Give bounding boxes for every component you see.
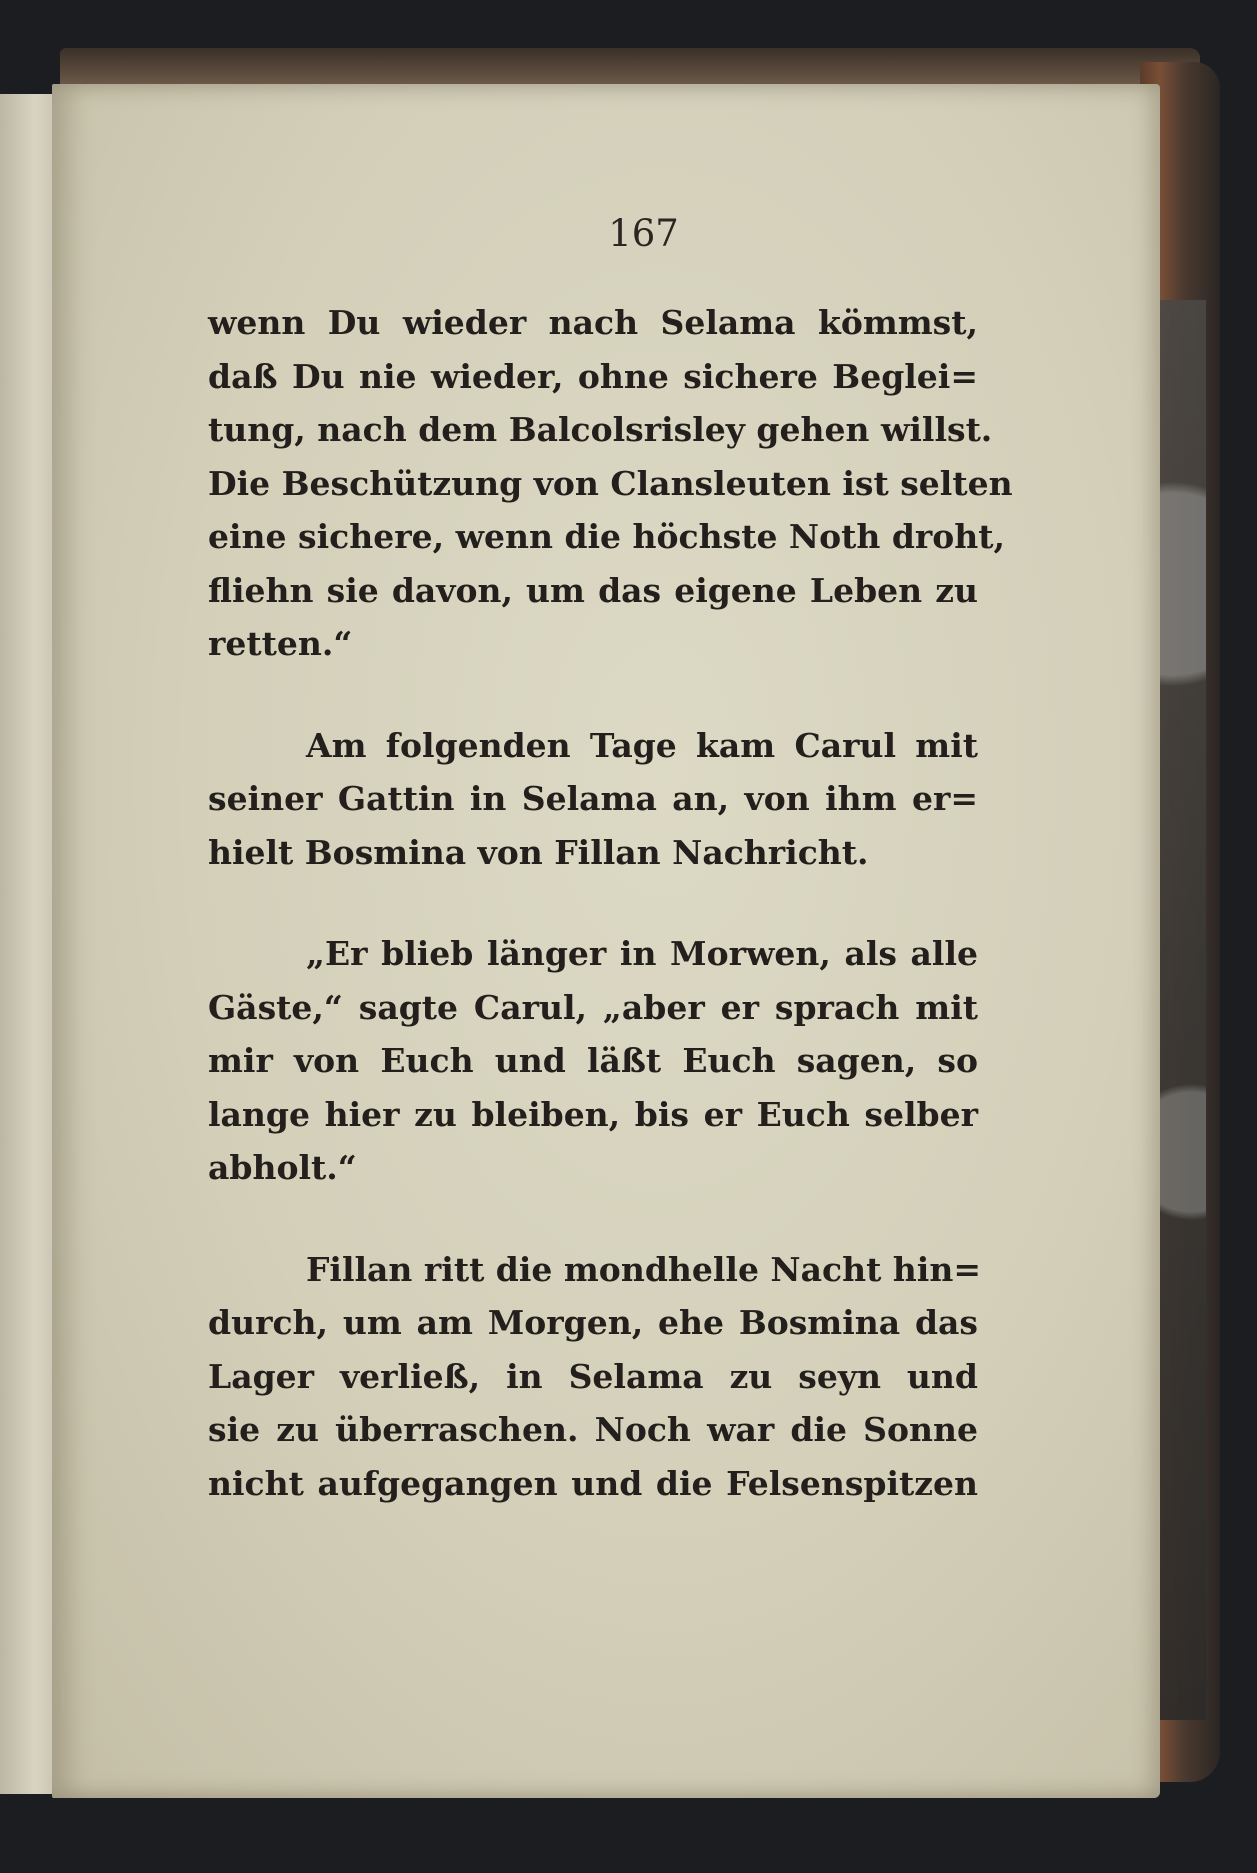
text-line: hielt Bosmina von Fillan Nachricht.: [208, 832, 869, 872]
text-line: daß Du nie wieder, ohne sichere Beglei=: [208, 356, 978, 396]
text-line: Fillan ritt die mondhelle Nacht hin=: [306, 1249, 981, 1289]
text-line: sie zu überraschen. Noch war die Sonne: [208, 1410, 978, 1449]
text-line: tung, nach dem Balcolsrisley gehen willst.: [208, 410, 993, 449]
text-line: retten.“: [208, 624, 353, 663]
paragraph: [208, 1243, 981, 1511]
paragraph: [208, 296, 1013, 671]
text-line: Die Beschützung von Clansleuten ist selten: [208, 463, 1013, 503]
text-line: nicht aufgegangen und die Felsenspitzen: [208, 1463, 978, 1503]
text-line: Am folgenden Tage kam Carul mit: [306, 725, 978, 765]
text-line: seiner Gattin in Selama an, von ihm er=: [208, 779, 978, 818]
text-line: wenn Du wieder nach Selama kömmst,: [208, 303, 978, 342]
paragraph: [208, 927, 978, 1195]
text-line: lange hier zu bleiben, bis er Euch selber: [208, 1094, 978, 1134]
text-line: Gäste,“ sagte Carul, „aber er sprach mit: [208, 987, 978, 1027]
page-text: [208, 296, 1013, 1510]
book-cover-top-edge: [60, 48, 1200, 88]
text-line: „Er blieb länger in Morwen, als alle: [306, 934, 978, 973]
text-line: fliehn sie davon, um das eigene Leben zu: [208, 570, 978, 610]
text-line: mir von Euch und läßt Euch sagen, so: [208, 1041, 978, 1080]
text-line: durch, um am Morgen, ehe Bosmina das: [208, 1303, 978, 1342]
page-number: 167: [608, 212, 679, 255]
facing-page-edge: [0, 94, 58, 1794]
text-line: abholt.“: [208, 1148, 357, 1187]
marbled-cover-edge: [1158, 300, 1206, 1720]
text-line: eine sichere, wenn die höchste Noth droht,: [208, 517, 1006, 556]
text-line: Lager verließ, in Selama zu seyn und: [208, 1356, 978, 1396]
paragraph: [208, 719, 978, 880]
